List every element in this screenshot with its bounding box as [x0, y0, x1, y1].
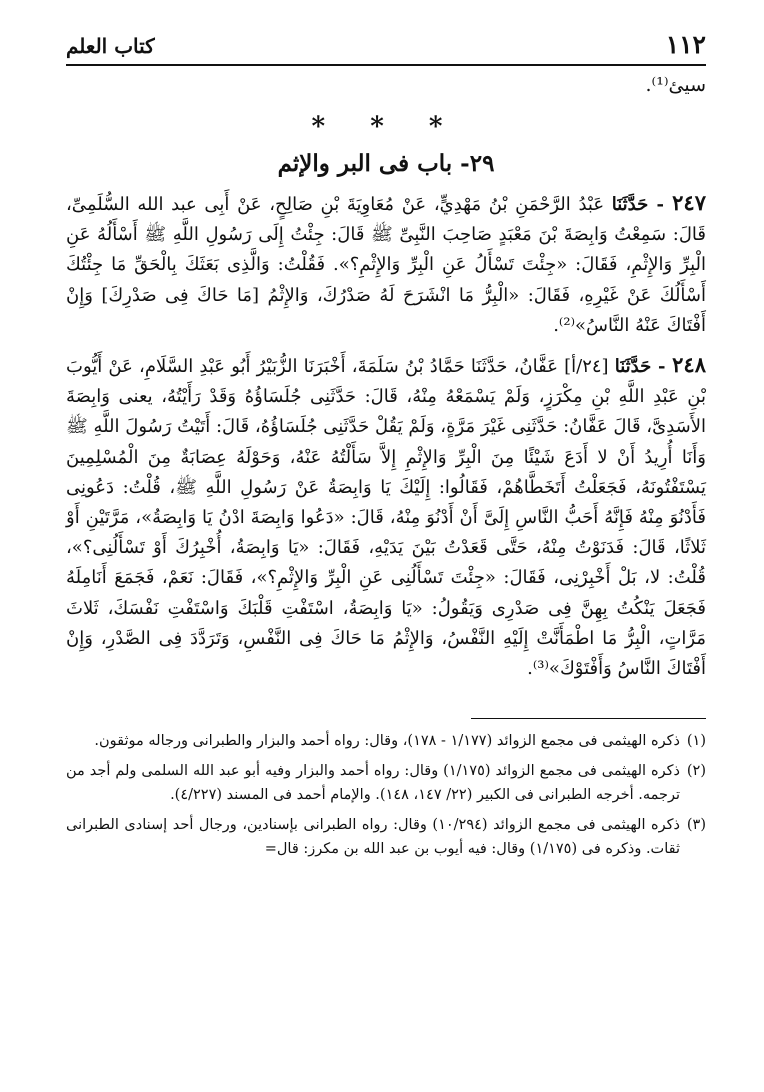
- footnote-marker: (١): [686, 733, 706, 750]
- footnote-text: ذكره الهيثمى فى مجمع الزوائد (١/١٧٥) وقال: رواه أحمد والبزار وفيه أبو عبد الله السلمى ولم أجد من ترجمه. أخرجه الطبرانى فى الكبير (٢٢/ ١٤٧، ١٤٨). والإمام أحمد فى المسند (٤/٢٢٧).: [66, 762, 680, 804]
- hadith-text: عَبْدُ الرَّحْمَنِ بْنُ مَهْدِيٍّ، عَنْ مُعَاوِيَةَ بْنِ صَالِحٍ، عَنْ أَبِى عبد الله السُّلَمِىِّ، قَالَ: سَمِعْتُ وَابِصَةَ بْنَ مَعْبَدٍ صَاحِبَ النَّبِىِّ ﷺ قَالَ: جِئْتُ إِلَى رَسُولِ اللَّهِ ﷺ أَسْأَلُهُ عَنِ الْبِرِّ وَالإِثْمِ، فَقَالَ: «جِئْتَ تَسْأَلُ عَنِ الْبِرِّ وَالإِثْمِ؟». فَقُلْتُ: وَالَّذِى بَعَثَكَ بِالْحَقِّ مَا جِئْتُكَ أَسْأَلُكَ عَنْ غَيْرِهِ، فَقَالَ: «الْبِرُّ مَا انْشَرَحَ لَهُ صَدْرُكَ، وَالإِثْمُ [مَا حَاكَ فِى صَدْرِكَ] وَإِنْ أَفْتَاكَ عَنْهُ النَّاسُ»⁽²⁾.: [66, 194, 706, 336]
- hadith-number: ٢٤٨: [672, 352, 706, 378]
- section-separator: * * *: [311, 112, 461, 142]
- hadith-opening: حَدَّثَنَا: [611, 194, 649, 215]
- running-header: [66, 28, 706, 66]
- footnotes: [66, 729, 706, 862]
- hadith-number: ٢٤٧: [672, 190, 706, 215]
- hadith-248: ٢٤٨ - حَدَّثَنَا [٢٤/أ] عَفَّانُ، حَدَّثَنَا حَمَّادُ بْنُ سَلَمَةَ، أَخْبَرَنَا الزُّبَيْرُ أَبُو عَبْدِ السَّلَامِ، عَنْ أَيُّوبَ بْنِ عَبْدِ اللَّهِ بْنِ مِكْرَزٍ، وَلَمْ يَسْمَعْهُ مِنْهُ، قَالَ: حَدَّثَنِى جُلَسَاؤُهُ وَقَدْ رَأَيْتُهُ، يعنى وَابِصَةَ الأَسَدِىَّ، قَالَ عَفَّانُ: حَدَّثَنِى غَيْرَ مَرَّةٍ، وَلَمْ يَقُلْ حَدَّثَنِى جُلَسَاؤُهُ، قَالَ: أَتَيْتُ رَسُولَ اللَّهِ ﷺ وَأَنَا أُرِيدُ أَنْ لا أَدَعَ شَيْئًا مِنَ الْبِرِّ وَالإِثْمِ إِلاَّ سَأَلْتُهُ عَنْهُ، وَحَوْلَهُ عِصَابَةٌ مِنَ الْمُسْلِمِينَ يَسْتَفْتُونَهُ، فَجَعَلْتُ أَتَخَطَّاهُمْ، فَقَالُوا: إِلَيْكَ يَا وَابِصَةُ عَنْ رَسُولِ اللَّهِ ﷺ، قُلْتُ: دَعُونِى فَأَدْنُوَ مِنْهُ فَإِنَّهُ أَحَبُّ النَّاسِ إِلَىَّ أَنْ أَدْنُوَ مِنْهُ، قَالَ: «دَعُوا وَابِصَةَ ادْنُ يَا وَابِصَةُ»، مَرَّتَيْنِ أَوْ ثَلاثًا، قَالَ: فَدَنَوْتُ مِنْهُ، حَتَّى قَعَدْتُ بَيْنَ يَدَيْهِ، فَقَالَ: «يَا وَابِصَةُ، أُخْبِرُكَ أَوْ تَسْأَلُنِى؟»، قُلْتُ: لا، بَلْ أَخْبِرْنِى، فَقَالَ: «جِئْتَ تَسْأَلُنِى عَنِ الْبِرِّ وَالإِثْمِ؟»، فَقَالَ: نَعَمْ، فَجَمَعَ أَنَامِلَهُ فَجَعَلَ يَنْكُتُ بِهِنَّ فِى صَدْرِى وَيَقُولُ: «يَا وَابِصَةُ، اسْتَفْتِ قَلْبَكَ وَاسْتَفْتِ نَفْسَكَ، ثَلاثَ مَرَّاتٍ، الْبِرُّ مَا اطْمَأَنَّتْ إِلَيْهِ النَّفْسُ، وَالإِثْمُ مَا حَاكَ فِى النَّفْسِ، وَتَرَدَّدَ فِى الصَّدْرِ، وَإِنْ أَفْتَاكَ النَّاسُ وَأَفْتَوْكَ»⁽³⁾.: [65, 352, 706, 680]
- footnote-divider: [471, 718, 706, 719]
- book-page: [66, 28, 706, 1078]
- book-title: كتاب العلم: [66, 34, 155, 58]
- carry-over-text: سيئ⁽¹⁾.: [645, 74, 706, 96]
- footnote-text: ذكره الهيثمى فى مجمع الزوائد (١٠/٢٩٤) وقال: رواه الطبرانى بإسنادين، ورجال أحد إسنادى الطبرانى ثقات. وذكره فى (١/١٧٥) وقال: فيه أيوب بن عبد الله بن مكرز: قال=: [66, 816, 680, 858]
- footnote-marker: (٢): [686, 762, 706, 779]
- page-number: ١١٢: [665, 30, 706, 59]
- footnote-text: ذكره الهيثمى فى مجمع الزوائد (١/١٧٧ - ١٧٨)، وقال: رواه أحمد والبزار والطبرانى ورجاله موثقون.: [94, 733, 680, 750]
- footnote-2: [66, 759, 706, 808]
- footnote-3: [66, 813, 706, 862]
- footnote-1: [66, 729, 706, 754]
- footnote-marker: (٣): [686, 816, 706, 833]
- hadith-opening: حَدَّثَنَا: [614, 356, 652, 378]
- chapter-title: ٢٩- باب فى البر والإثم: [277, 150, 495, 177]
- hadith-text: [٢٤/أ] عَفَّانُ، حَدَّثَنَا حَمَّادُ بْنُ سَلَمَةَ، أَخْبَرَنَا الزُّبَيْرُ أَبُو عَبْدِ السَّلَامِ، عَنْ أَيُّوبَ بْنِ عَبْدِ اللَّهِ بْنِ مِكْرَزٍ، وَلَمْ يَسْمَعْهُ مِنْهُ، قَالَ: حَدَّثَنِى جُلَسَاؤُهُ وَقَدْ رَأَيْتُهُ، يعنى وَابِصَةَ الأَسَدِىَّ، قَالَ عَفَّانُ: حَدَّثَنِى غَيْرَ مَرَّةٍ، وَلَمْ يَقُلْ حَدَّثَنِى جُلَسَاؤُهُ، قَالَ: أَتَيْتُ رَسُولَ اللَّهِ ﷺ وَأَنَا أُرِيدُ أَنْ لا أَدَعَ شَيْئًا مِنَ الْبِرِّ وَالإِثْمِ إِلاَّ سَأَلْتُهُ عَنْهُ، وَحَوْلَهُ عِصَابَةٌ مِنَ الْمُسْلِمِينَ يَسْتَفْتُونَهُ، فَجَعَلْتُ أَتَخَطَّاهُمْ، فَقَالُوا: إِلَيْكَ يَا وَابِصَةُ عَنْ رَسُولِ اللَّهِ ﷺ، قُلْتُ: دَعُونِى فَأَدْنُوَ مِنْهُ فَإِنَّهُ أَحَبُّ النَّاسِ إِلَىَّ أَنْ أَدْنُوَ مِنْهُ، قَالَ: «دَعُوا وَابِصَةَ ادْنُ يَا وَابِصَةُ»، مَرَّتَيْنِ أَوْ ثَلاثًا، قَالَ: فَدَنَوْتُ مِنْهُ، حَتَّى قَعَدْتُ بَيْنَ يَدَيْهِ، فَقَالَ: «يَا وَابِصَةُ، أُخْبِرُكَ أَوْ تَسْأَلُنِى؟»، قُلْتُ: لا، بَلْ أَخْبِرْنِى، فَقَالَ: «جِئْتَ تَسْأَلُنِى عَنِ الْبِرِّ وَالإِثْمِ؟»، فَقَالَ: نَعَمْ، فَجَمَعَ أَنَامِلَهُ فَجَعَلَ يَنْكُتُ بِهِنَّ فِى صَدْرِى وَيَقُولُ: «يَا وَابِصَةُ، اسْتَفْتِ قَلْبَكَ وَاسْتَفْتِ نَفْسَكَ، ثَلاثَ مَرَّاتٍ، الْبِرُّ مَا اطْمَأَنَّتْ إِلَيْهِ النَّفْسُ، وَالإِثْمُ مَا حَاكَ فِى النَّفْسِ، وَتَرَدَّدَ فِى الصَّدْرِ، وَإِنْ أَفْتَاكَ النَّاسُ وَأَفْتَوْكَ»⁽³⁾.: [65, 356, 706, 680]
- hadith-247: ٢٤٧ - حَدَّثَنَا عَبْدُ الرَّحْمَنِ بْنُ مَهْدِيٍّ، عَنْ مُعَاوِيَةَ بْنِ صَالِحٍ، عَنْ أَبِى عبد الله السُّلَمِىِّ، قَالَ: سَمِعْتُ وَابِصَةَ بْنَ مَعْبَدٍ صَاحِبَ النَّبِىِّ ﷺ قَالَ: جِئْتُ إِلَى رَسُولِ اللَّهِ ﷺ أَسْأَلُهُ عَنِ الْبِرِّ وَالإِثْمِ، فَقَالَ: «جِئْتَ تَسْأَلُ عَنِ الْبِرِّ وَالإِثْمِ؟». فَقُلْتُ: وَالَّذِى بَعَثَكَ بِالْحَقِّ مَا جِئْتُكَ أَسْأَلُكَ عَنْ غَيْرِهِ، فَقَالَ: «الْبِرُّ مَا انْشَرَحَ لَهُ صَدْرُكَ، وَالإِثْمُ [مَا حَاكَ فِى صَدْرِكَ] وَإِنْ أَفْتَاكَ عَنْهُ النَّاسُ»⁽²⁾.: [66, 190, 706, 336]
